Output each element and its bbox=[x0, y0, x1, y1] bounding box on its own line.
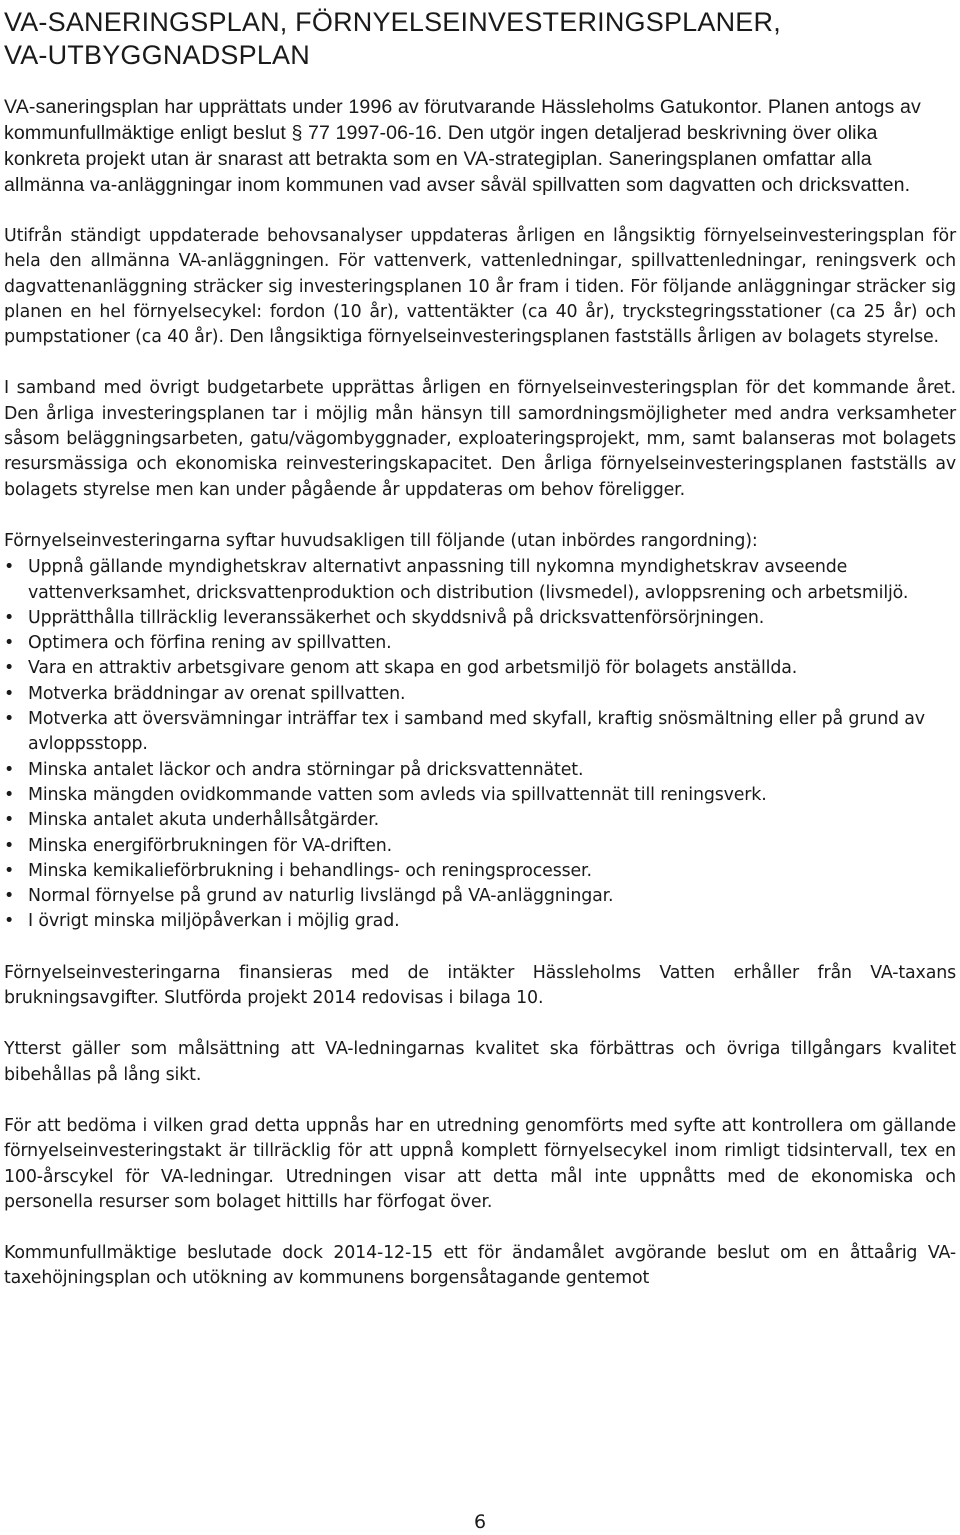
bullet-icon: • bbox=[4, 911, 15, 932]
list-item bbox=[4, 606, 956, 631]
paragraph-arlig-plan: I samband med övrigt budgetarbete upprättas årligen en förnyelseinvesteringsplan för det kommande året. Den årliga investeringsplanen tar i möjlig mån hänsyn till samordningsmöjligheter med andra verksamheter såsom beläggningsarbeten, gatu/vägombyggnader, exploateringsprojekt, mm, samt balanseras mot bolagets resursmässiga och ekonomiska reinvesteringskapacitet. Den årliga förnyelseinvesteringsplanen fastställs av bolagets styrelse men kan under pågående år uppdateras om behov föreligger. bbox=[4, 378, 956, 500]
list-item-text: Motverka bräddningar av orenat spillvatten. bbox=[28, 683, 406, 704]
paragraph-kommunfullmaktige: Kommunfullmäktige beslutade dock 2014-12-15 ett för ändamålet avgörande beslut om en åttaårig VA-taxehöjningsplan och utökning av kommunens borgensåtagande gentemot bbox=[4, 1243, 956, 1289]
bullet-icon: • bbox=[4, 759, 15, 780]
list-item-text: Optimera och förfina rening av spillvatten. bbox=[28, 633, 392, 654]
bullet-icon: • bbox=[4, 835, 15, 856]
paragraph-saneringsplan: VA-saneringsplan har upprättats under 1996 av förutvarande Hässleholms Gatukontor. Planen antogs av kommunfullmäktige enligt beslut § 77 1997-06-16. Den utgör ingen detaljerad beskrivning över olika konkreta projekt utan är snarast att betrakta som en VA-strategiplan. Saneringsplanen omfattar alla allmänna va-anläggningar inom kommunen vad avser såväl spillvatten som dagvatten och dricksvatten. bbox=[4, 96, 921, 196]
page-number: 6 bbox=[473, 1511, 487, 1533]
list-item-text: Minska antalet läckor och andra störningar på dricksvattennätet. bbox=[28, 759, 584, 780]
bullet-icon: • bbox=[4, 683, 15, 704]
bullet-icon: • bbox=[4, 886, 15, 907]
paragraph-langsiktig-plan: Utifrån ständigt uppdaterade behovsanalyser uppdateras årligen en långsiktig förnyelseinvesteringsplan för hela den allmänna VA-anläggningen. För vattenverk, vattenledningar, spillvattenledningar, reningsverk och dagvattenanläggning sträcker sig investeringsplanen 10 år fram i tiden. För följande anläggningar sträcker sig planen en hel förnyelsecykel: fordon (10 år), vattentäkter (ca 40 år), tryckstegringsstationer (ca 25 år) och pumpstationer (ca 40 år). Den långsiktiga förnyelseinvesteringsplanen fastställs årligen av bolagets styrelse. bbox=[4, 226, 956, 348]
list-item-text: Uppnå gällande myndighetskrav alternativt anpassning till nykomna myndighetskrav avseende vattenverksamhet, dricksvattenproduktion och distribution (livsmedel), avloppsrening och arbetsmiljö. bbox=[28, 557, 909, 603]
list-item bbox=[4, 783, 956, 808]
document-page bbox=[4, 0, 956, 1292]
bullet-icon: • bbox=[4, 557, 15, 578]
paragraph-finansiering: Förnyelseinvesteringarna finansieras med de intäkter Hässleholms Vatten erhåller från VA-taxans brukningsavgifter. Slutförda projekt 2014 redovisas i bilaga 10. bbox=[4, 962, 956, 1009]
paragraph-syfte-intro: Förnyelseinvesteringarna syftar huvudsakligen till följande (utan inbördes rangordning): bbox=[4, 530, 758, 551]
list-item-text: Minska energiförbrukningen för VA-driften. bbox=[28, 835, 392, 856]
list-item bbox=[4, 631, 956, 656]
list-item bbox=[4, 682, 956, 707]
bullet-icon: • bbox=[4, 607, 15, 628]
bullet-icon: • bbox=[4, 633, 15, 654]
list-item bbox=[4, 834, 956, 859]
list-item-text: Normal förnyelse på grund av naturlig livslängd på VA-anläggningar. bbox=[28, 886, 614, 907]
list-item bbox=[4, 909, 956, 934]
list-item-text: I övrigt minska miljöpåverkan i möjlig grad. bbox=[28, 911, 400, 932]
bullet-icon: • bbox=[4, 709, 15, 730]
page-title-line-1: VA-SANERINGSPLAN, FÖRNYELSEINVESTERINGSPLANER, bbox=[4, 7, 781, 37]
paragraph-utredning: För att bedöma i vilken grad detta uppnås har en utredning genomförts med syfte att kontrollera om gällande förnyelseinvesteringstakt är tillräcklig för att uppnå komplett förnyelsecykel inom rimligt tidsintervall, tex en 100-årscykel för VA-ledningar. Utredningen visar att detta mål inte uppnåtts med de ekonomiska och personella resurser som bolaget hittills har förfogat över. bbox=[4, 1115, 956, 1212]
list-item-text: Minska antalet akuta underhållsåtgärder. bbox=[28, 810, 379, 831]
list-item bbox=[4, 555, 956, 606]
list-item bbox=[4, 707, 956, 758]
list-item bbox=[4, 808, 956, 833]
list-item bbox=[4, 656, 956, 681]
list-item-text: Minska mängden ovidkommande vatten som avleds via spillvattennät till reningsverk. bbox=[28, 784, 767, 805]
bullet-icon: • bbox=[4, 784, 15, 805]
list-item-text: Upprätthålla tillräcklig leveranssäkerhet och skyddsnivå på dricksvattenförsörjningen. bbox=[28, 607, 765, 628]
list-item-text: Motverka att översvämningar inträffar tex i samband med skyfall, kraftig snösmältning eller på grund av avloppsstopp. bbox=[28, 709, 925, 755]
list-item-text: Minska kemikalieförbrukning i behandlings- och reningsprocesser. bbox=[28, 860, 592, 881]
bullet-icon: • bbox=[4, 810, 15, 831]
paragraph-malsattning: Ytterst gäller som målsättning att VA-ledningarnas kvalitet ska förbättras och övriga tillgångars kvalitet bibehållas på lång sikt. bbox=[4, 1039, 956, 1085]
list-item bbox=[4, 758, 956, 783]
goals-list bbox=[4, 555, 956, 934]
list-item bbox=[4, 884, 956, 909]
bullet-icon: • bbox=[4, 860, 15, 881]
list-item-text: Vara en attraktiv arbetsgivare genom att skapa en god arbetsmiljö för bolagets anställda. bbox=[28, 658, 798, 679]
list-item bbox=[4, 859, 956, 884]
page-title-line-2: VA-UTBYGGNADSPLAN bbox=[4, 40, 310, 70]
page-title bbox=[4, 6, 956, 72]
bullet-icon: • bbox=[4, 658, 15, 679]
